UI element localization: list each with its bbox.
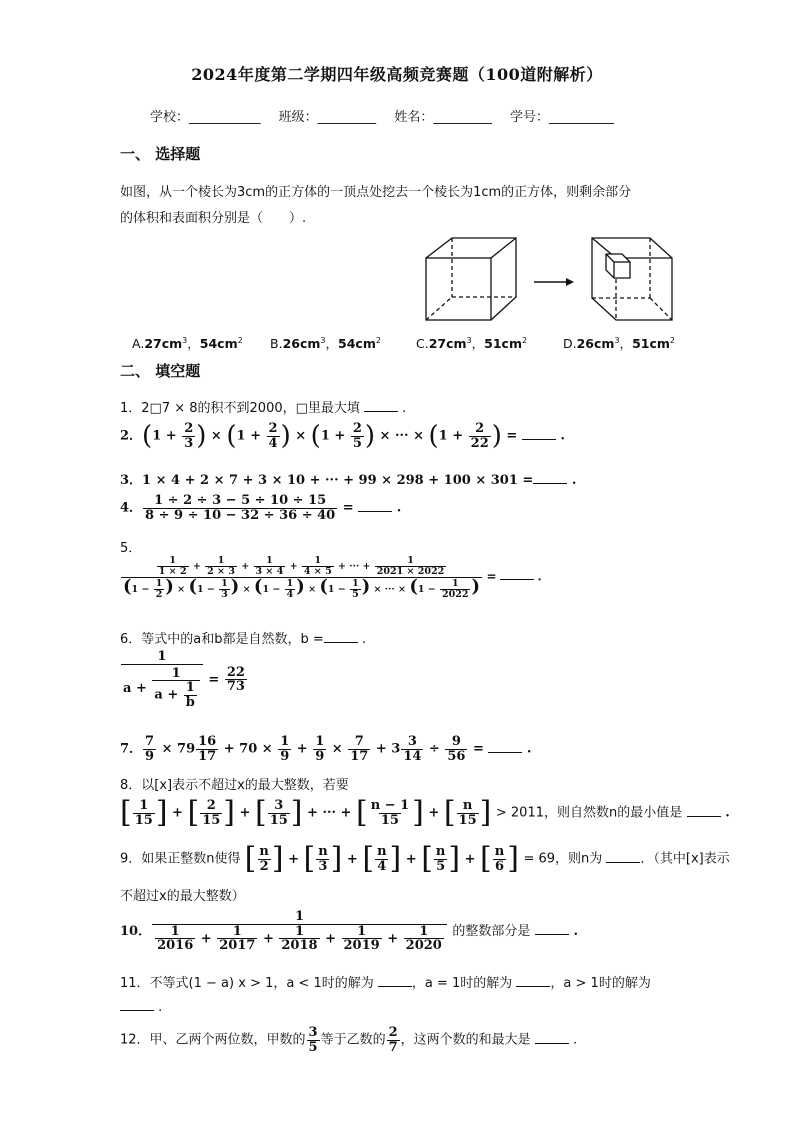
question-9-line2: 不超过x的最大整数）: [120, 889, 245, 904]
question-6-equation: 1 a + 1 a + $\frac{1}{b}$ = $\frac{22}{73}$: [123, 649, 245, 710]
answer-blank[interactable]: [533, 471, 567, 484]
answer-blank[interactable]: [358, 499, 392, 512]
name-field[interactable]: 姓名：_________: [394, 110, 492, 125]
option-b[interactable]: $B.26cm^3$，$54cm^2$: [270, 335, 381, 351]
class-field[interactable]: 班级：_________: [278, 110, 377, 125]
question-6: 6．等式中的a和b都是自然数，b = .: [120, 632, 367, 647]
school-field[interactable]: 学校：___________: [150, 110, 261, 125]
question-9: 9．如果正整数n使得 [ $\frac{n}{2}$ ] + [ $\frac{n}{3}$ ] + [ $\frac{n}{4}$ ] + [ $\frac{n}{5}$ ] + [ $\frac{n}{6}$ ] = 69，则n为 ．（其中[x]表示: [120, 841, 730, 876]
option-c[interactable]: $C.27cm^3$，$51cm^2$: [416, 335, 528, 351]
question-8-line1: 8．以[x]表示不超过x的最大整数，若要: [120, 778, 349, 793]
answer-blank[interactable]: [516, 974, 550, 987]
question-5: $\frac{1}{1 \times 2}$ + $\frac{1}{2 \times 3}$ + $\frac{1}{3 \times 4}$ + $\frac{1}{4 \times 5}$ + ··· + $\frac{1}{2021 \times 2022}$ (1 − $\frac{1}{2}$ ) × (1 − $\frac{1}{3}$ ) × (1 − $\frac{1}{4}$ ) × (1 − $\frac{1}{5}$ ) × ··· × (1 − $\frac{1}{2022}$ ) = .: [123, 555, 542, 600]
student-info-line: [150, 106, 628, 125]
question-11-line2: .: [120, 998, 162, 1015]
question-11: 11．不等式(1 − a) x > 1，a < 1时的解为 ，a = 1时的解为 ，a > 1时的解为: [120, 976, 651, 991]
question-10: 10． 1 $\frac{1}{2016}$ + $\frac{1}{2017}$ + $\frac{1}{2018}$ + $\frac{1}{2019}$ + $\frac{1}{2020}$ 的整数部分是 .: [120, 909, 578, 954]
choice-question-line1: 如图，从一个棱长为3cm的正方体的一顶点处挖去一个棱长为1cm的正方体，则剩余部分: [120, 185, 632, 200]
question-1: 1．2□7 × 8的积不到2000，□里最大填 .: [120, 401, 407, 416]
question-8: [ $\frac{1}{15}$ ] + [ $\frac{2}{15}$ ] + [ $\frac{3}{15}$ ] + ··· + [ $\frac{n - 1}{15}$ ] + [ $\frac{n}{15}$ ] > 2011，则自然数n的最小值是 .: [120, 795, 730, 830]
answer-blank[interactable]: [364, 399, 398, 412]
answer-blank[interactable]: [378, 974, 412, 987]
answer-blank[interactable]: [488, 740, 522, 753]
answer-blank[interactable]: [687, 804, 721, 817]
cube-figure: [420, 232, 680, 324]
number-field[interactable]: 学号：__________: [509, 110, 614, 125]
page-title: 2024年度第二学期四年级高频竞赛题（100道附解析）: [191, 65, 603, 84]
answer-blank[interactable]: [324, 630, 358, 643]
question-4: 4． $\frac{1 \div 2 \div 3 - 5 \div 10 \div 15}{8 \div 9 \div 10 - 32 \div 36 \div 40}$ = .: [120, 493, 402, 523]
question-3: 3．1 × 4 + 2 × 7 + 3 × 10 + ··· + 99 × 298 + 100 × 301 = .: [120, 473, 577, 488]
arrow-icon: [534, 278, 574, 286]
section-heading-choice: 一、 选择题: [120, 145, 201, 163]
question-2: 2．(1 + $\frac{2}{3}$ ) × (1 + $\frac{2}{4}$ ) × (1 + $\frac{2}{5}$ ) × ··· × (1 + $\frac{2}{22}$ ) = .: [120, 421, 565, 452]
question-12: 12．甲、乙两个两位数，甲数的 $\frac{3}{5}$ 等于乙数的 $\frac{2}{7}$ ，这两个数的和最大是 .: [120, 1025, 578, 1055]
answer-blank[interactable]: [120, 998, 154, 1011]
choice-question-line2: 的体积和表面积分别是（ ）.: [120, 211, 307, 226]
question-7: 7． $\frac{7}{9}$ × 79 $\frac{16}{17}$ + 70 × $\frac{1}{9}$ + $\frac{1}{9}$ × $\frac{7}{17}$ + 3 $\frac{3}{14}$ ÷ $\frac{9}{56}$ = .: [120, 734, 532, 764]
answer-blank[interactable]: [535, 1031, 569, 1044]
question-5-label: 5．: [120, 541, 142, 556]
section-heading-fill: 二、 填空题: [120, 362, 201, 380]
answer-blank[interactable]: [535, 922, 569, 935]
option-a[interactable]: $A.27cm^3$，$54cm^2$: [132, 335, 243, 351]
option-d[interactable]: $D.26cm^3$，$51cm^2$: [563, 335, 675, 351]
answer-blank[interactable]: [500, 567, 534, 580]
answer-blank[interactable]: [606, 850, 640, 863]
answer-blank[interactable]: [522, 427, 556, 440]
